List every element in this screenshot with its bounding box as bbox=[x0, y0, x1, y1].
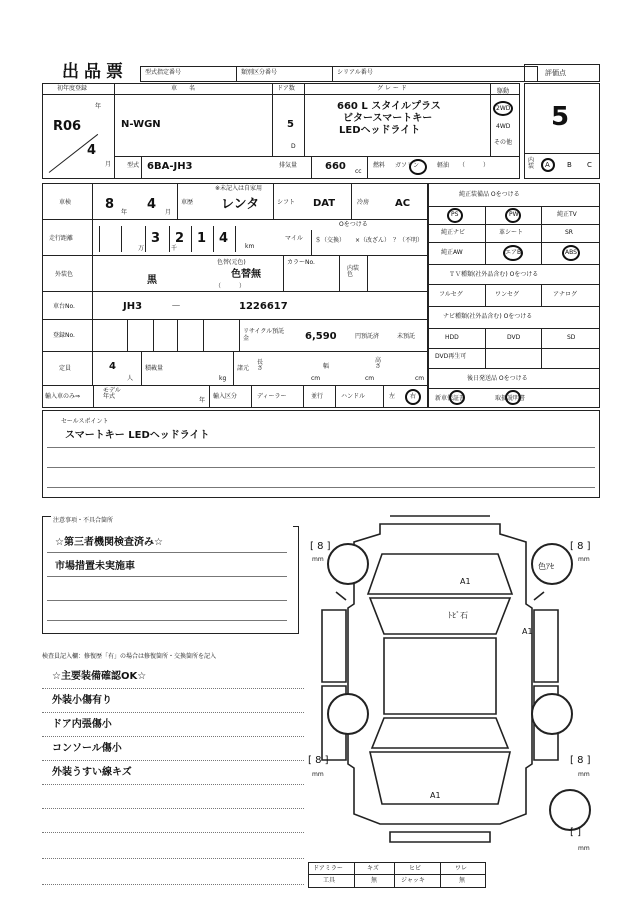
accessory-table bbox=[308, 862, 486, 888]
mileage-km: km bbox=[245, 243, 255, 250]
equip-aw: 純正AW bbox=[441, 249, 463, 256]
width-label: 幅 bbox=[323, 363, 330, 370]
score-value: 5 bbox=[551, 102, 570, 132]
fuel-label: 燃料 bbox=[373, 162, 386, 169]
mileage-digit-6: 4 bbox=[219, 231, 229, 246]
tire-spare bbox=[550, 790, 590, 830]
later-warranty-circle bbox=[449, 390, 465, 405]
serial-number-label: シリアル番号 bbox=[337, 69, 373, 76]
mileage-label: 走行距離 bbox=[49, 235, 74, 242]
inspection-year: 8 bbox=[105, 197, 115, 212]
tread-rl-unit: mm bbox=[312, 771, 324, 778]
handle-label: ハンドル bbox=[341, 393, 366, 400]
doors-sub: D bbox=[291, 143, 296, 150]
tire-front-left bbox=[328, 544, 368, 584]
model: 6BA-JH3 bbox=[147, 161, 193, 172]
navi-title: ナビ種類(社外品含む) Oをつける bbox=[443, 313, 533, 320]
tread-fl-unit: mm bbox=[312, 556, 324, 563]
first-reg-label: 初年度登録 bbox=[57, 85, 88, 92]
diesel-label: 軽油 bbox=[437, 162, 450, 169]
interior-color-label: 内装色 bbox=[347, 265, 360, 278]
tire-rear-right bbox=[532, 694, 572, 734]
equip-pw: PW bbox=[509, 211, 519, 218]
fuel-circle bbox=[409, 159, 427, 175]
right-mirror bbox=[534, 592, 544, 600]
chassis-dash: － bbox=[171, 301, 181, 312]
reg-month: 4 bbox=[87, 143, 97, 158]
interior-a-circle bbox=[541, 158, 555, 172]
mark-unknown: ？（不明） bbox=[393, 237, 424, 244]
acc-v4: 無 bbox=[459, 877, 466, 884]
capacity-label: 定員 bbox=[59, 365, 72, 372]
drive-label: 駆動 bbox=[497, 88, 510, 95]
mark-rear: A1 bbox=[430, 791, 441, 800]
car-rear-window bbox=[372, 718, 508, 748]
shift: DAT bbox=[313, 198, 336, 209]
equip-airbag: エアB bbox=[505, 249, 522, 256]
inspector-box bbox=[42, 668, 304, 892]
import-type-label: 輸入区分 bbox=[213, 393, 238, 400]
shift-label: シフト bbox=[277, 199, 296, 206]
length-label: 長さ bbox=[257, 359, 264, 372]
car-basic-block bbox=[42, 83, 520, 179]
rear-bumper bbox=[390, 832, 490, 842]
class-number-label: 類別区分番号 bbox=[241, 69, 278, 76]
grade-label: グ レ ー ド bbox=[377, 85, 407, 92]
capacity: 4 bbox=[109, 361, 116, 372]
navi-dvd: DVD bbox=[507, 334, 521, 341]
grade-line-2: ビタースマートキー bbox=[343, 113, 433, 124]
grade-line-3: LEDヘッドライト bbox=[339, 125, 421, 136]
displacement-label: 排気量 bbox=[279, 162, 298, 169]
car-name-label: 車 名 bbox=[171, 85, 196, 92]
equip-navi: 純正ナビ bbox=[441, 229, 466, 236]
cc-unit: cc bbox=[355, 168, 362, 175]
acc-v2: 無 bbox=[371, 877, 378, 884]
capacity-unit: 人 bbox=[127, 375, 134, 382]
type-number-label: 型式指定番号 bbox=[145, 69, 182, 76]
score-label: 評価点 bbox=[545, 69, 566, 77]
score-header bbox=[524, 64, 600, 82]
load-unit: kg bbox=[219, 375, 227, 382]
repaint-label: 色替(元色) bbox=[217, 259, 246, 266]
tread-spare-unit: mm bbox=[578, 845, 590, 852]
car-name: N-WGN bbox=[121, 119, 161, 130]
acc-h3: ヒビ bbox=[409, 865, 422, 872]
interior-b: B bbox=[567, 161, 572, 169]
color-no-label: カラーNo. bbox=[287, 259, 315, 266]
handle-left: 左 bbox=[389, 393, 396, 400]
dims-label: 諸元 bbox=[237, 365, 250, 372]
sales-point-label: セールスポイント bbox=[61, 418, 109, 425]
interior-label: 内装 bbox=[528, 157, 535, 170]
equip-airbag-circle bbox=[503, 245, 523, 261]
mark-tampered: ×（改ざん） bbox=[355, 237, 391, 244]
right-front-door bbox=[534, 610, 558, 682]
mile-label: マイル bbox=[285, 235, 303, 242]
inspection-month: 4 bbox=[147, 197, 157, 212]
year-unit: 年 bbox=[95, 103, 102, 110]
mark-hood: A1 bbox=[460, 577, 471, 586]
history: レンタ bbox=[221, 197, 260, 212]
mileage-digit-3: 3 bbox=[151, 231, 161, 246]
car-damage-diagram bbox=[300, 514, 600, 854]
import-dealer: ディーラー bbox=[257, 393, 287, 400]
mark-label: Oをつける bbox=[339, 221, 368, 228]
dvd-playback: DVD再生可 bbox=[435, 353, 467, 360]
note-line-1: ☆第三者機関検査済み☆ bbox=[55, 537, 163, 548]
equip-abs: ABS bbox=[565, 249, 577, 256]
sales-point-box bbox=[42, 410, 600, 498]
acc-h4: ワレ bbox=[455, 865, 468, 872]
inspection-year-unit: 年 bbox=[121, 209, 128, 216]
header-fields bbox=[140, 66, 538, 82]
handle-right-circle bbox=[405, 389, 421, 405]
tread-fl: [ 8 ] bbox=[310, 541, 331, 552]
month-unit: 月 bbox=[105, 161, 112, 168]
repaint: 色替無 bbox=[231, 269, 261, 280]
inspector-line-3: ドア内張傷小 bbox=[52, 719, 112, 730]
model-label: 型式 bbox=[127, 162, 140, 169]
tread-rr-unit: mm bbox=[578, 771, 590, 778]
width-unit: cm bbox=[365, 375, 375, 382]
drive-4wd: 4WD bbox=[496, 123, 511, 130]
drive-2wd-circle bbox=[493, 101, 513, 116]
recycle-amount: 6,590 bbox=[305, 331, 337, 342]
tread-spare: [ ] bbox=[570, 827, 581, 838]
load-label: 積載量 bbox=[145, 365, 164, 372]
ac-label: 冷房 bbox=[357, 199, 370, 206]
later-title: 後日発送品 Oをつける bbox=[467, 375, 528, 382]
length-unit: cm bbox=[311, 375, 321, 382]
acc-h1: ドアミラー bbox=[313, 865, 343, 872]
equip-ps-circle bbox=[447, 208, 463, 223]
sales-point-text: スマートキー LEDヘッドライト bbox=[65, 430, 210, 441]
inspection-label: 車検 bbox=[59, 199, 72, 206]
tv-oneseg: ワンセグ bbox=[495, 291, 520, 298]
mark-exchange: ＄（交換） bbox=[315, 237, 346, 244]
exterior-color: 黒 bbox=[147, 275, 157, 286]
later-manual-circle bbox=[505, 390, 521, 405]
repaint-paren: （ ） bbox=[215, 283, 246, 290]
car-roof bbox=[384, 638, 496, 714]
chassis-no: 1226617 bbox=[239, 301, 288, 312]
inspector-line-4: コンソール傷小 bbox=[52, 743, 122, 754]
model-year-label: モデル年式 bbox=[103, 387, 121, 400]
mark-right-door: A1 bbox=[522, 627, 533, 636]
reg-year: R06 bbox=[53, 119, 82, 134]
notes-box bbox=[42, 516, 298, 634]
mark-fender: 色ｱｾ bbox=[538, 562, 554, 571]
drive-other: その他 bbox=[494, 139, 513, 146]
ac: AC bbox=[395, 198, 411, 209]
model-year-unit: 年 bbox=[199, 397, 206, 404]
grade-line-1: 660 L スタイルプラス bbox=[337, 101, 441, 112]
later-warranty: 新車保証書 bbox=[435, 395, 466, 402]
equip-sr: SR bbox=[565, 229, 573, 236]
equip-abs-circle bbox=[562, 245, 580, 261]
reg-no-label: 登録No. bbox=[53, 332, 75, 339]
page-title: 出品票 bbox=[62, 62, 128, 82]
handle-right: 右 bbox=[410, 393, 417, 400]
height-unit: cm bbox=[415, 375, 425, 382]
notes-label: 注意事項・不具合箇所 bbox=[53, 517, 114, 524]
mileage-digit-4: 2 bbox=[175, 231, 185, 246]
interior-c: C bbox=[587, 161, 592, 169]
color-label: 外装色 bbox=[55, 271, 74, 278]
history-label: 車歴 bbox=[181, 199, 194, 206]
recycle-label: リサイクル預託金 bbox=[243, 328, 285, 343]
fuel-other: （ ） bbox=[459, 162, 490, 169]
later-manual: 取扱説明書 bbox=[495, 395, 526, 402]
equipment-title: 純正装備品 Oをつける bbox=[459, 191, 520, 198]
details-grid bbox=[42, 183, 428, 408]
tread-fr-unit: mm bbox=[578, 556, 590, 563]
equip-pw-circle bbox=[505, 208, 521, 223]
left-mirror bbox=[336, 592, 346, 600]
inspector-label: 検査員記入欄：修復歴「有」の場合は修復箇所・交換箇所を記入 bbox=[42, 653, 217, 660]
tv-fullseg: フルセグ bbox=[439, 291, 463, 298]
inspector-line-5: 外装うすい線キズ bbox=[52, 767, 132, 778]
equip-ps: PS bbox=[451, 211, 459, 218]
tv-title: ＴＶ種類(社外品含む) Oをつける bbox=[449, 271, 539, 278]
tread-rr: [ 8 ] bbox=[570, 755, 591, 766]
inspector-line-1: ☆主要装備確認OK☆ bbox=[52, 671, 147, 682]
inspection-month-unit: 月 bbox=[165, 209, 172, 216]
mileage-digits bbox=[99, 226, 269, 252]
height-label: 高さ bbox=[375, 357, 382, 370]
interior-a: A bbox=[545, 161, 550, 169]
tire-rear-left bbox=[328, 694, 368, 734]
import-parallel: 並行 bbox=[311, 393, 324, 400]
navi-hdd: HDD bbox=[445, 334, 459, 341]
car-hood bbox=[368, 554, 512, 594]
navi-sd: SD bbox=[567, 334, 576, 341]
drive-2wd: 2WD bbox=[496, 105, 511, 112]
acc-v3: ジャッキ bbox=[401, 877, 425, 884]
fuel-gasoline: ガソリン bbox=[395, 162, 420, 169]
mileage-man: 万 bbox=[138, 245, 145, 252]
inspector-line-2: 外装小傷有り bbox=[52, 695, 112, 706]
chassis-prefix: JH3 bbox=[123, 301, 143, 312]
doors: 5 bbox=[287, 119, 294, 130]
mark-windshield: ﾄﾋﾞ石 bbox=[448, 611, 468, 620]
tread-fr: [ 8 ] bbox=[570, 541, 591, 552]
car-windshield bbox=[370, 598, 510, 634]
acc-h2: キズ bbox=[367, 865, 379, 872]
import-label: 輸入車のみ⇒ bbox=[45, 393, 81, 400]
tv-analog: アナログ bbox=[553, 291, 578, 298]
doors-label: ドア数 bbox=[277, 85, 295, 92]
score-box bbox=[524, 83, 600, 179]
equip-leather: 革シート bbox=[499, 229, 524, 236]
tread-rl: [ 8 ] bbox=[308, 755, 329, 766]
note-line-2: 市場措置未実施車 bbox=[55, 561, 135, 572]
equipment-box bbox=[428, 183, 600, 408]
chassis-label: 車台No. bbox=[53, 303, 75, 310]
displacement: 660 bbox=[325, 161, 346, 172]
mileage-digit-5: 1 bbox=[197, 231, 207, 246]
left-front-door bbox=[322, 610, 346, 682]
acc-v1: 工具 bbox=[323, 877, 336, 884]
mileage-sen: 千 bbox=[171, 245, 178, 252]
recycle-unpaid: 未預託 bbox=[397, 333, 416, 340]
history-note: ※未記入は自家用 bbox=[215, 185, 263, 192]
equip-tv: 純正TV bbox=[557, 211, 577, 218]
recycle-status: 円預託済 bbox=[355, 333, 380, 340]
